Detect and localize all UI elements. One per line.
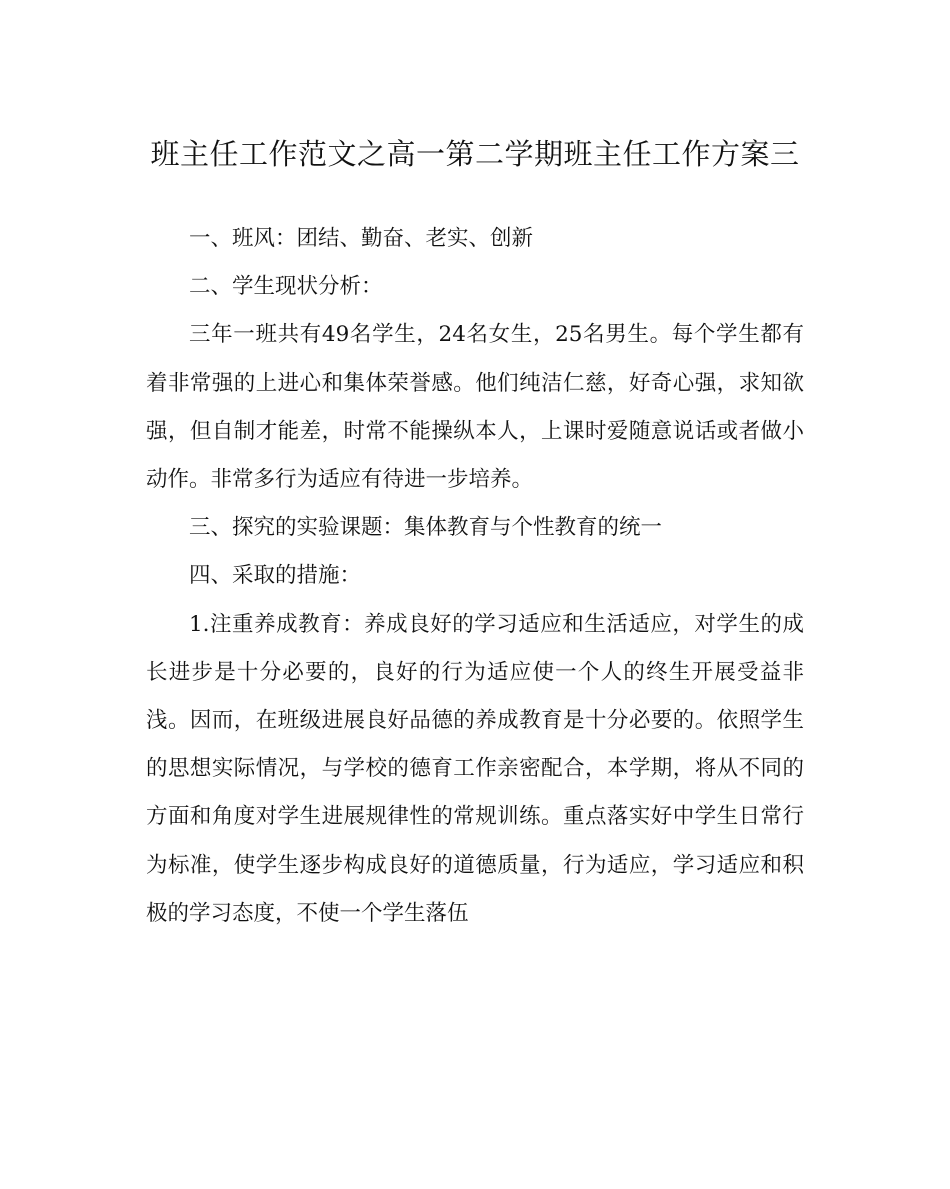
document-title: 班主任工作范文之高一第二学期班主任工作方案三 — [150, 137, 800, 171]
paragraph-class-motto: 一、班风：团结、勤奋、老实、创新 — [189, 226, 534, 251]
paragraph-measure-1: 1.注重养成教育：养成良好的学习适应和生活适应，对学生的成长进步是十分必要的，良好的行为适应使一个人的终生开展受益非浅。因而，在班级进展良好品德的养成教育是十分必要的。依照学生的思想实际情况，与学校的德育工作亲密配合，本学期，将从不同的方面和角度对学生进展规律性的常规训练。重点落实好中学生日常行为标准，使学生逐步构成良好的道德质量，行为适应，学习适应和积极的学习态度，不使一个学生落伍 — [146, 611, 804, 926]
paragraph-measures-heading: 四、采取的措施： — [189, 563, 362, 589]
paragraph-research-topic: 三、探究的实验课题：集体教育与个性教育的统一 — [189, 515, 663, 541]
paragraph-student-analysis: 三年一班共有49名学生，24名女生，25名男生。每个学生都有着非常强的上进心和集体荣誉感。他们纯洁仁慈，好奇心强，求知欲强，但自制才能差，时常不能操纵本人，上课时爱随意说话或者做小动作。非常多行为适应有待进一步培养。 — [146, 322, 804, 493]
paragraph-student-analysis-heading: 二、学生现状分析： — [189, 274, 383, 300]
document-body — [146, 215, 804, 938]
